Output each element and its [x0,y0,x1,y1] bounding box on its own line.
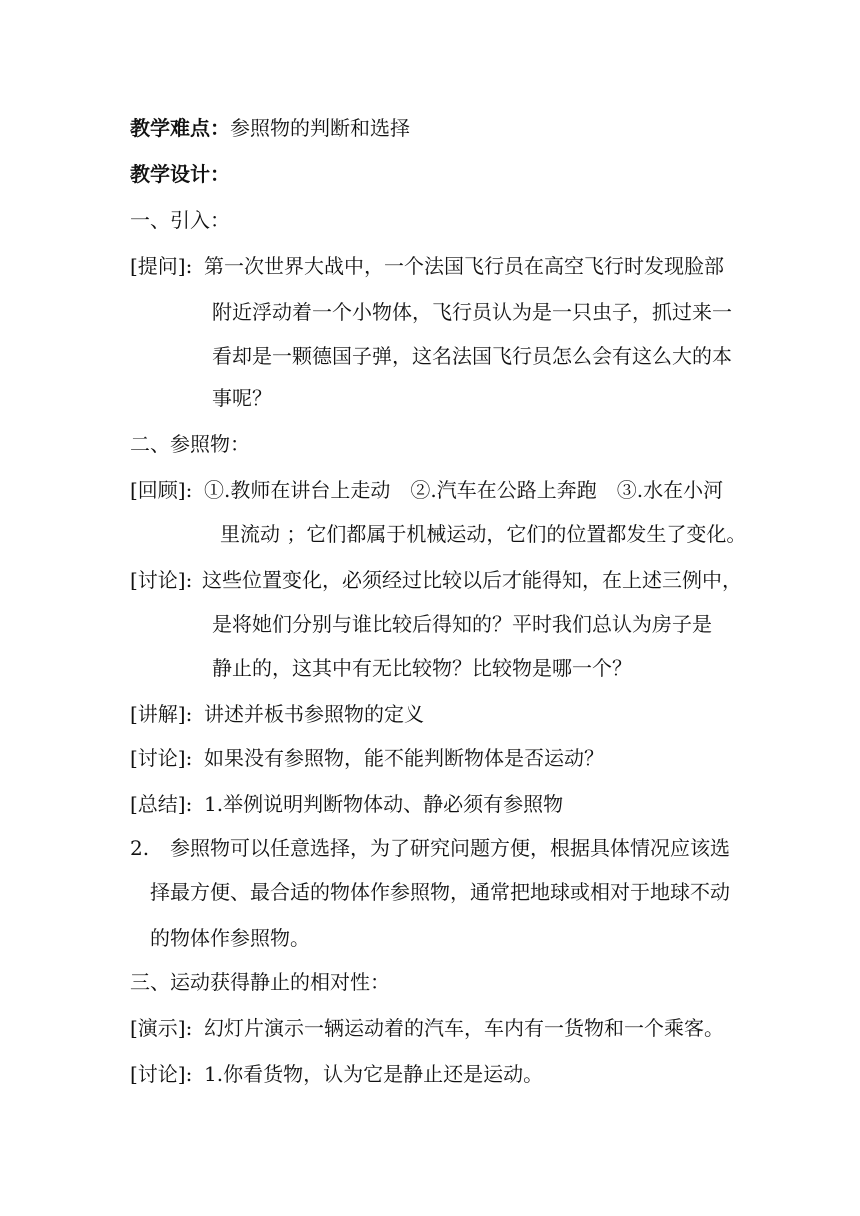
section-heading-reference: 二、参照物： [130,432,250,456]
discuss-line: 这些位置变化，必须经过比较以后才能得知，在上述三例中， [202,568,742,592]
discuss-text: 1.你看货物，认为它是静止还是运动。 [204,1062,544,1086]
demo-text: 幻灯片演示一辆运动着的汽车，车内有一货物和一个乘客。 [204,1016,724,1040]
question-line: 第一次世界大战中，一个法国飞行员在高空飞行时发现脸部 [204,254,724,278]
section-heading-intro: 一、引入： [130,208,230,232]
difficulty-line [130,114,410,142]
point-line: 的物体作参照物。 [150,926,310,950]
question-line: 看却是一颗德国子弹，这名法国飞行员怎么会有这么大的本 [212,344,732,368]
design-heading: 教学设计： [130,162,230,186]
question-line: 附近浮动着一个小物体，飞行员认为是一只虫子，抓过来一 [212,300,732,324]
review-line: ①.教师在讲台上走动 ②.汽车在公路上奔跑 ③.水在小河 [204,478,724,502]
discuss-text: 如果没有参照物，能不能判断物体是否运动？ [204,746,604,770]
discuss-tag: [讨论]: [130,746,193,770]
difficulty-label: 教学难点： [130,116,230,140]
summary-text: 1.举例说明判断物体动、静必须有参照物 [204,792,564,816]
explain-tag: [讲解]: [130,702,193,726]
section-heading-relativity: 三、运动获得静止的相对性： [130,970,390,994]
review-tag: [回顾]: [130,478,193,502]
point-line: 择最方便、最合适的物体作参照物，通常把地球或相对于地球不动 [150,880,730,904]
discuss-tag: [讨论]: [130,1062,193,1086]
discuss-line: 静止的，这其中有无比较物？比较物是哪一个？ [212,656,632,680]
summary-tag: [总结]: [130,792,193,816]
review-line: 里流动 ；它们都属于机械运动，它们的位置都发生了变化。 [220,522,747,546]
point-line: 参照物可以任意选择，为了研究问题方便，根据具体情况应该选 [170,836,730,860]
question-line: 事呢？ [212,386,272,410]
question-tag: [提问]: [130,254,193,278]
demo-tag: [演示]: [130,1016,193,1040]
discuss-tag: [讨论]: [130,568,193,592]
point-number: 2. [130,836,150,860]
difficulty-text: 参照物的判断和选择 [230,116,410,140]
explain-text: 讲述并板书参照物的定义 [204,702,424,726]
discuss-line: 是将她们分别与谁比较后得知的？平时我们总认为房子是 [212,612,712,636]
